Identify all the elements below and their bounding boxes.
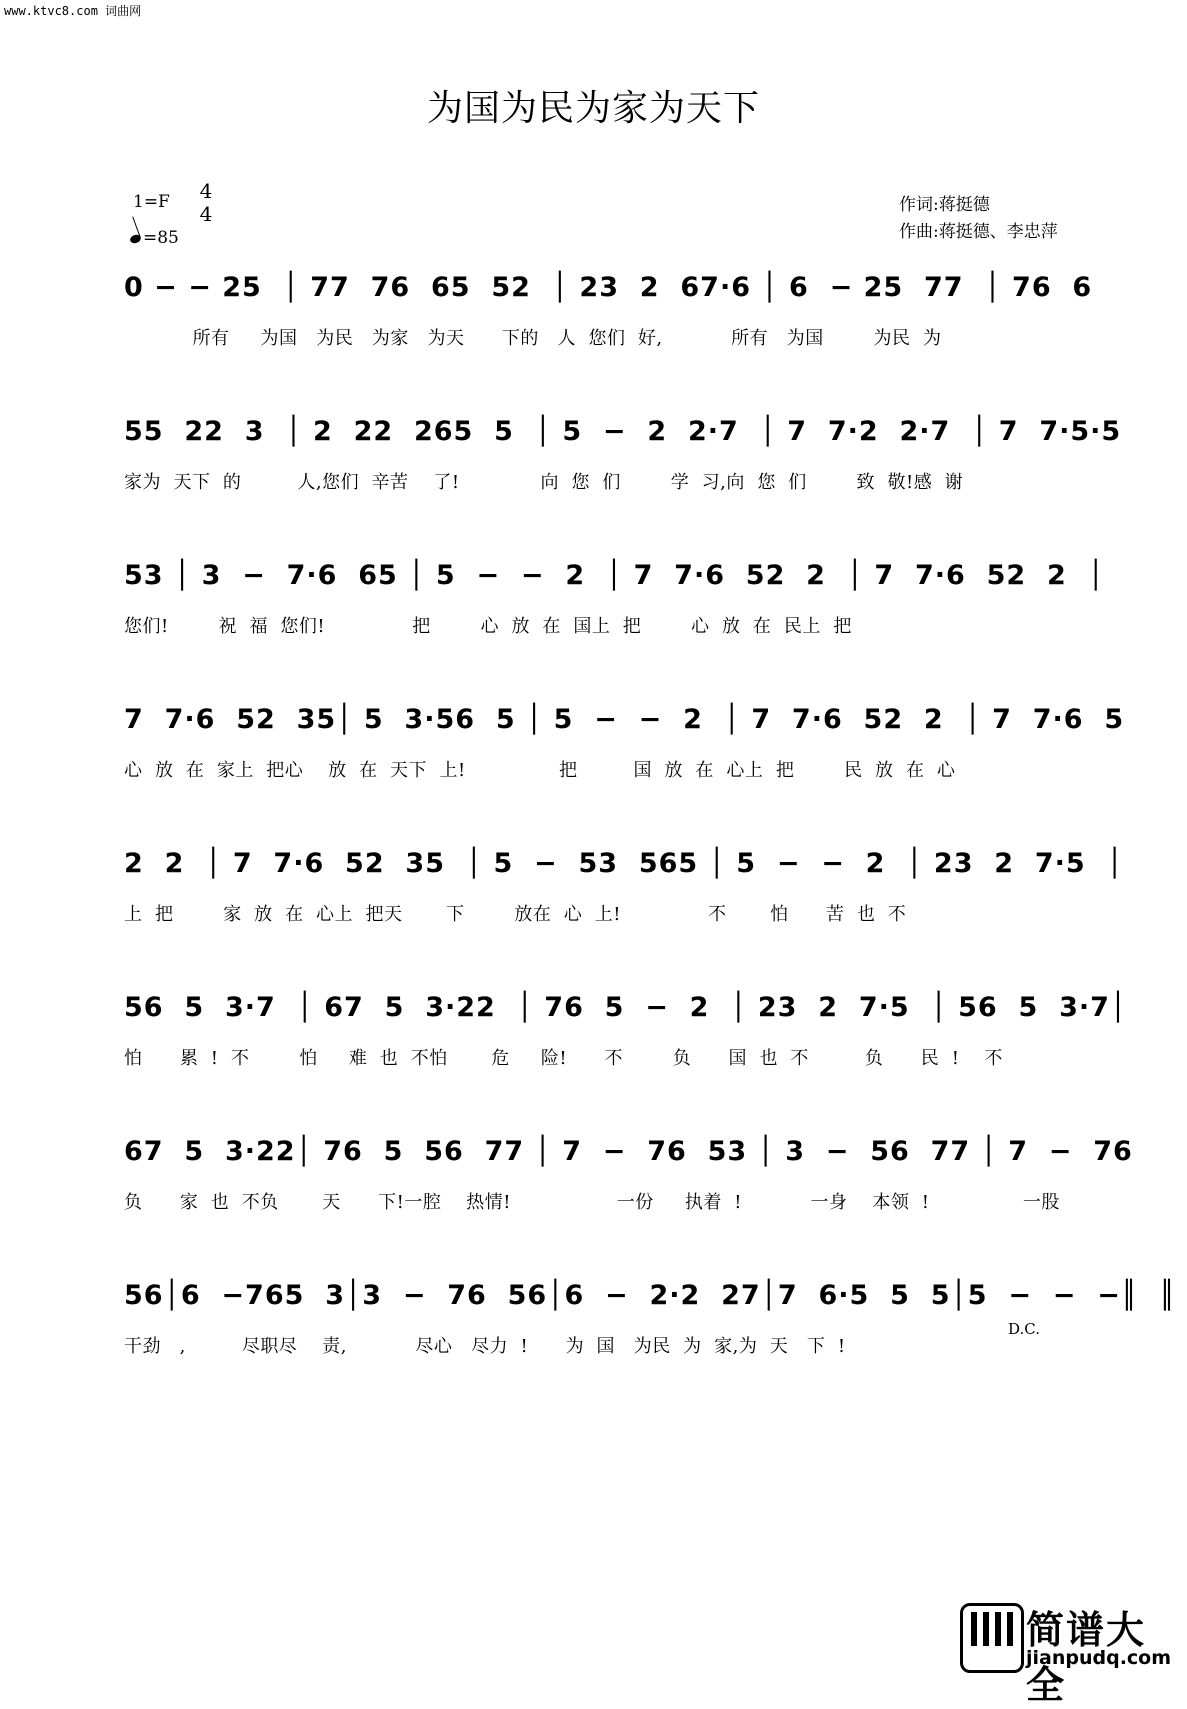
site-tag: www.ktvc8.com 词曲网 bbox=[4, 4, 142, 18]
dc-marking: D.C. bbox=[1008, 1320, 1040, 1338]
lyrics-line: 您们! 祝 福 您们! 把 心 放 在 国上 把 心 放 在 民上 把 bbox=[124, 616, 852, 637]
notes-line: 55 22 3 │ 2 22 265 5 │ 5 − 2 2·7 │ 7 7·2 2·7 │ 7 7·5·5 bbox=[124, 416, 1122, 447]
notes-line: 2 2 │ 7 7·6 52 35 │ 5 − 53 565 │ 5 − − 2 │ 23 2 7·5 │ bbox=[124, 848, 1124, 879]
jianpu-logo bbox=[960, 1597, 1180, 1707]
lyrics-line: 心 放 在 家上 把心 放 在 天下 上! 把 国 放 在 心上 把 民 放 在 心 bbox=[124, 760, 956, 781]
staff-row bbox=[124, 1132, 1133, 1232]
staff-row bbox=[124, 988, 1128, 1088]
time-signature-top: 4 bbox=[199, 179, 213, 203]
lyrics-line: 负 家 也 不负 天 下!一腔 热情! 一份 执着 ! 一身 本领 ! 一股 bbox=[124, 1192, 1060, 1213]
staff-row bbox=[124, 412, 1122, 512]
lyrics-line: 干劲 , 尽职尽 责, 尽心 尽力 ! 为 国 为民 为 家,为 天 下 ! bbox=[124, 1336, 846, 1357]
logo-brand: 简谱大全 bbox=[1026, 1608, 1147, 1707]
notes-line: 7 7·6 52 35│ 5 3·56 5 │ 5 − − 2 │ 7 7·6 52 2 │ 7 7·6 5 bbox=[124, 704, 1125, 735]
notes-line: 0 − − 25 │ 77 76 65 52 │ 23 2 67·6 │ 6 − 25 77 │ 76 6 bbox=[124, 272, 1093, 303]
notes-line: 67 5 3·22│ 76 5 56 77 │ 7 − 76 53 │ 3 − 56 77 │ 7 − 76 bbox=[124, 1136, 1133, 1167]
notes-line: 56│6 −765 3│3 − 76 56│6 − 2·2 27│7 6·5 5 5│5 − − −║ ║ bbox=[124, 1280, 1177, 1311]
logo-url: jianpudq.com bbox=[1026, 1647, 1172, 1669]
notes-line: 53 │ 3 − 7·6 65 │ 5 − − 2 │ 7 7·6 52 2 │ 7 7·6 52 2 │ bbox=[124, 560, 1105, 591]
staff-row bbox=[124, 556, 1105, 656]
lyrics-line: 怕 累 ! 不 怕 难 也 不怕 危 险! 不 负 国 也 不 负 民 ! 不 bbox=[124, 1048, 1003, 1069]
staff-row bbox=[124, 844, 1124, 944]
lyrics-line: 上 把 家 放 在 心上 把天 下 放在 心 上! 不 怕 苦 也 不 bbox=[124, 904, 907, 925]
notes-line: 56 5 3·7 │ 67 5 3·22 │ 76 5 − 2 │ 23 2 7·5 │ 56 5 3·7│ bbox=[124, 992, 1128, 1023]
piano-keys-icon bbox=[960, 1603, 1024, 1673]
composer-credit: 作曲:蒋挺德、李忠萍 bbox=[899, 222, 1058, 242]
staff-row bbox=[124, 700, 1125, 800]
time-signature-bottom: 4 bbox=[199, 202, 213, 226]
lyricist-credit: 作词:蒋挺德 bbox=[899, 195, 990, 215]
lyrics-line: 家为 天下 的 人,您们 辛苦 了! 向 您 们 学 习,向 您 们 致 敬!感 谢 bbox=[124, 472, 964, 493]
tempo-value: =85 bbox=[143, 228, 179, 248]
lyrics-line: 所有 为国 为民 为家 为天 下的 人 您们 好, 所有 为国 为民 为 bbox=[124, 328, 942, 349]
key-signature: 1=F bbox=[133, 192, 170, 212]
staff-row bbox=[124, 1276, 1177, 1376]
song-title: 为国为民为家为天下 bbox=[426, 88, 760, 129]
staff-row bbox=[124, 268, 1094, 368]
